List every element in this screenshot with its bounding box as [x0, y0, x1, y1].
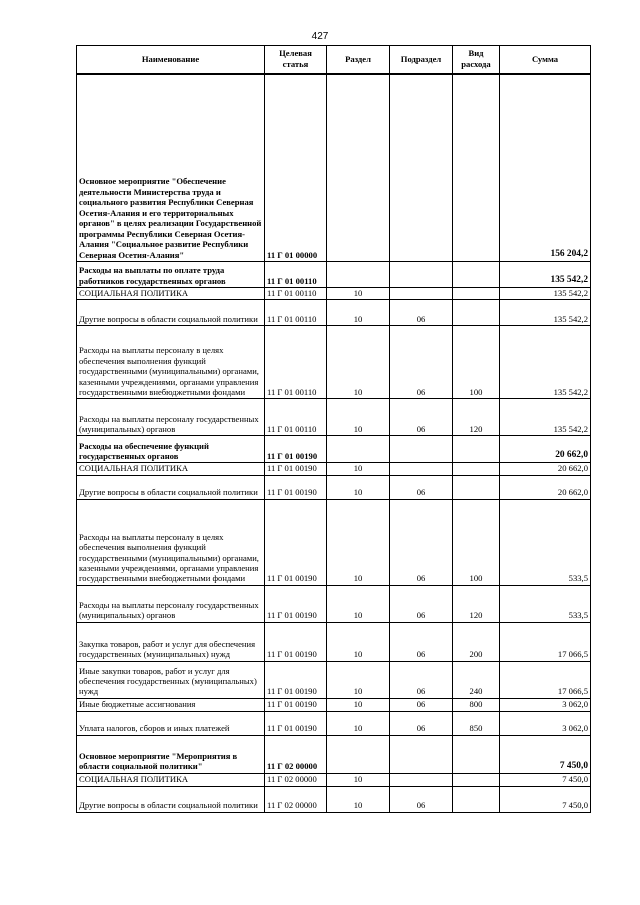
cell-amount: 533,5 — [500, 585, 591, 622]
cell-expense-type — [453, 288, 500, 300]
cell-subsection: 06 — [390, 499, 453, 585]
cell-name: СОЦИАЛЬНАЯ ПОЛИТИКА — [77, 463, 265, 475]
cell-target: 11 Г 02 00000 — [265, 735, 327, 773]
cell-section: 10 — [327, 475, 390, 499]
cell-name: Основное мероприятие "Обеспечение деятельности Министерства труда и социального развития Республики Северная Осетия-Алания и его территориальных органов" в целях реализации Государственной программы Республики Северная Осетия-Алания "Социальное развитие Республики Северная Осетия-Алания" — [77, 74, 265, 262]
cell-name: СОЦИАЛЬНАЯ ПОЛИТИКА — [77, 288, 265, 300]
cell-section: 10 — [327, 399, 390, 436]
cell-section: 10 — [327, 288, 390, 300]
cell-amount: 7 450,0 — [500, 786, 591, 812]
cell-subsection: 06 — [390, 326, 453, 399]
cell-subsection — [390, 735, 453, 773]
cell-subsection: 06 — [390, 661, 453, 698]
cell-target: 11 Г 01 00110 — [265, 326, 327, 399]
cell-expense-type: 800 — [453, 698, 500, 711]
cell-subsection: 06 — [390, 475, 453, 499]
table-row — [77, 463, 591, 475]
cell-section: 10 — [327, 698, 390, 711]
cell-section — [327, 436, 390, 463]
cell-target: 11 Г 01 00190 — [265, 499, 327, 585]
cell-target: 11 Г 01 00190 — [265, 622, 327, 661]
cell-subsection: 06 — [390, 300, 453, 326]
cell-name: Другие вопросы в области социальной политики — [77, 475, 265, 499]
cell-section: 10 — [327, 711, 390, 735]
budget-table — [76, 45, 591, 813]
cell-section: 10 — [327, 622, 390, 661]
cell-subsection: 06 — [390, 585, 453, 622]
cell-amount: 135 542,2 — [500, 300, 591, 326]
cell-amount: 135 542,2 — [500, 399, 591, 436]
cell-amount: 20 662,0 — [500, 463, 591, 475]
cell-subsection — [390, 262, 453, 288]
cell-section: 10 — [327, 585, 390, 622]
header-expense-type: Вид расхода — [453, 46, 500, 74]
table-row — [77, 661, 591, 698]
cell-expense-type: 100 — [453, 499, 500, 585]
cell-name: Расходы на обеспечение функций государственных органов — [77, 436, 265, 463]
cell-expense-type — [453, 463, 500, 475]
cell-expense-type — [453, 262, 500, 288]
cell-subsection: 06 — [390, 786, 453, 812]
header-amount: Сумма — [500, 46, 591, 74]
cell-section: 10 — [327, 661, 390, 698]
cell-subsection — [390, 288, 453, 300]
cell-target: 11 Г 02 00000 — [265, 773, 327, 786]
cell-subsection — [390, 74, 453, 262]
cell-subsection: 06 — [390, 711, 453, 735]
cell-target: 11 Г 01 00190 — [265, 585, 327, 622]
page-number: 427 — [311, 31, 329, 42]
table-row — [77, 288, 591, 300]
cell-name: Расходы на выплаты персоналу в целях обеспечения выполнения функций государственными (муниципальными) органами, казенными учреждениями, органами управления государственными внебюджетными фондами — [77, 499, 265, 585]
cell-amount: 135 542,2 — [500, 326, 591, 399]
cell-section — [327, 735, 390, 773]
cell-expense-type: 200 — [453, 622, 500, 661]
table-row — [77, 475, 591, 499]
cell-amount: 7 450,0 — [500, 773, 591, 786]
cell-section: 10 — [327, 326, 390, 399]
table-row — [77, 786, 591, 812]
header-section: Раздел — [327, 46, 390, 74]
cell-section — [327, 262, 390, 288]
cell-section: 10 — [327, 786, 390, 812]
cell-name: Расходы на выплаты персоналу государственных (муниципальных) органов — [77, 399, 265, 436]
cell-subsection — [390, 436, 453, 463]
header-target: Целевая статья — [265, 46, 327, 74]
cell-expense-type: 120 — [453, 585, 500, 622]
cell-target: 11 Г 01 00110 — [265, 399, 327, 436]
cell-section: 10 — [327, 463, 390, 475]
cell-amount: 7 450,0 — [500, 735, 591, 773]
cell-expense-type — [453, 773, 500, 786]
header-subsection: Подраздел — [390, 46, 453, 74]
cell-section: 10 — [327, 300, 390, 326]
cell-amount: 17 066,5 — [500, 661, 591, 698]
cell-amount: 3 062,0 — [500, 698, 591, 711]
cell-target: 11 Г 01 00190 — [265, 475, 327, 499]
cell-target: 11 Г 01 00110 — [265, 262, 327, 288]
cell-name: Расходы на выплаты персоналу в целях обеспечения выполнения функций государственными (муниципальными) органами, казенными учреждениями, органами управления государственными внебюджетными фондами — [77, 326, 265, 399]
cell-expense-type — [453, 786, 500, 812]
cell-amount: 156 204,2 — [500, 74, 591, 262]
cell-subsection: 06 — [390, 698, 453, 711]
cell-target: 11 Г 01 00110 — [265, 288, 327, 300]
cell-name: СОЦИАЛЬНАЯ ПОЛИТИКА — [77, 773, 265, 786]
table-row — [77, 622, 591, 661]
table-row — [77, 74, 591, 262]
table-row — [77, 262, 591, 288]
cell-expense-type — [453, 74, 500, 262]
cell-name: Расходы на выплаты персоналу государственных (муниципальных) органов — [77, 585, 265, 622]
cell-target: 11 Г 01 00000 — [265, 74, 327, 262]
cell-expense-type: 240 — [453, 661, 500, 698]
cell-target: 11 Г 02 00000 — [265, 786, 327, 812]
cell-expense-type — [453, 475, 500, 499]
cell-expense-type: 100 — [453, 326, 500, 399]
table-row — [77, 300, 591, 326]
table-row — [77, 436, 591, 463]
cell-name: Другие вопросы в области социальной политики — [77, 300, 265, 326]
cell-amount: 135 542,2 — [500, 262, 591, 288]
cell-target: 11 Г 01 00190 — [265, 463, 327, 475]
cell-name: Другие вопросы в области социальной политики — [77, 786, 265, 812]
table-row — [77, 326, 591, 399]
cell-name: Закупка товаров, работ и услуг для обеспечения государственных (муниципальных) нужд — [77, 622, 265, 661]
cell-amount: 20 662,0 — [500, 436, 591, 463]
cell-amount: 20 662,0 — [500, 475, 591, 499]
cell-amount: 17 066,5 — [500, 622, 591, 661]
header-name: Наименование — [77, 46, 265, 74]
table-header-row — [77, 46, 591, 74]
table-row — [77, 711, 591, 735]
cell-expense-type — [453, 436, 500, 463]
table-row — [77, 399, 591, 436]
cell-amount: 135 542,2 — [500, 288, 591, 300]
cell-target: 11 Г 01 00190 — [265, 698, 327, 711]
cell-target: 11 Г 01 00190 — [265, 711, 327, 735]
cell-expense-type: 120 — [453, 399, 500, 436]
cell-subsection — [390, 773, 453, 786]
cell-name: Иные закупки товаров, работ и услуг для обеспечения государственных (муниципальных) нужд — [77, 661, 265, 698]
cell-expense-type: 850 — [453, 711, 500, 735]
table-row — [77, 698, 591, 711]
cell-amount: 533,5 — [500, 499, 591, 585]
cell-target: 11 Г 01 00190 — [265, 436, 327, 463]
cell-target: 11 Г 01 00190 — [265, 661, 327, 698]
table-row — [77, 735, 591, 773]
cell-subsection: 06 — [390, 622, 453, 661]
cell-subsection — [390, 463, 453, 475]
cell-name: Основное мероприятие "Мероприятия в области социальной политики" — [77, 735, 265, 773]
table-row — [77, 773, 591, 786]
cell-amount: 3 062,0 — [500, 711, 591, 735]
table-row — [77, 585, 591, 622]
cell-section: 10 — [327, 773, 390, 786]
cell-name: Иные бюджетные ассигнования — [77, 698, 265, 711]
cell-section: 10 — [327, 499, 390, 585]
cell-expense-type — [453, 735, 500, 773]
cell-subsection: 06 — [390, 399, 453, 436]
cell-name: Уплата налогов, сборов и иных платежей — [77, 711, 265, 735]
cell-expense-type — [453, 300, 500, 326]
cell-section — [327, 74, 390, 262]
table-row — [77, 499, 591, 585]
cell-target: 11 Г 01 00110 — [265, 300, 327, 326]
cell-name: Расходы на выплаты по оплате труда работников государственных органов — [77, 262, 265, 288]
